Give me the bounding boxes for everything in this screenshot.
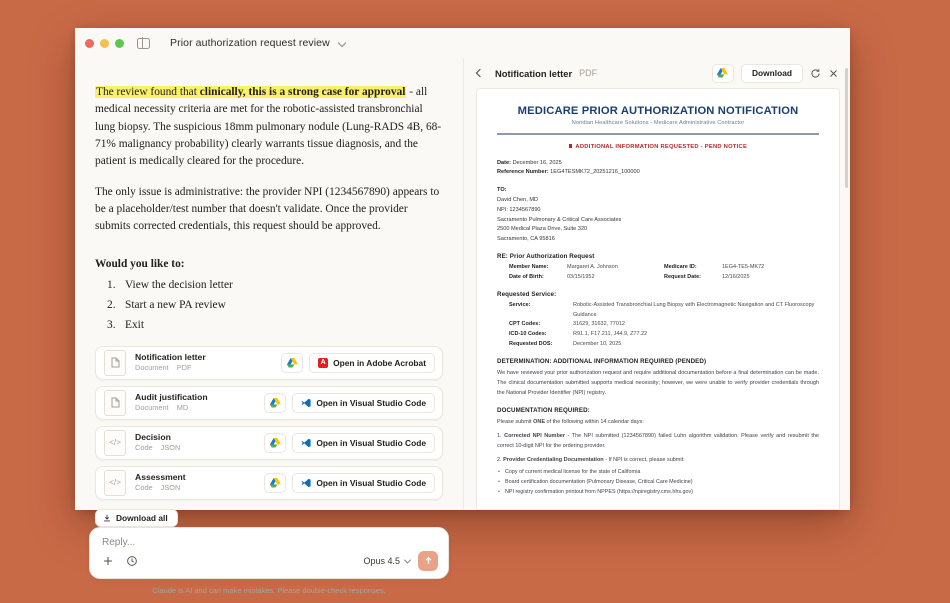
artifact-kind: Code bbox=[135, 442, 153, 452]
bullet-item: • Board certification documentation (Pulmonary Disease, Critical Care Medicine) bbox=[497, 477, 819, 487]
documentation-item-2 bbox=[497, 455, 819, 465]
reply-input[interactable]: Reply... bbox=[102, 536, 136, 548]
refresh-icon[interactable] bbox=[810, 68, 821, 79]
artifact-card-assessment[interactable] bbox=[95, 466, 443, 500]
history-icon[interactable] bbox=[126, 555, 138, 567]
google-drive-icon[interactable] bbox=[264, 433, 286, 453]
request-date-label: Request Date: bbox=[664, 273, 701, 280]
artifact-name: Assessment bbox=[135, 471, 186, 482]
artifact-name: Decision bbox=[135, 431, 171, 442]
documentation-required-block bbox=[497, 407, 819, 498]
member-name-label: Member Name: bbox=[509, 263, 549, 270]
google-drive-icon[interactable] bbox=[712, 64, 734, 83]
document-icon bbox=[104, 390, 126, 416]
artifact-format: JSON bbox=[160, 442, 181, 452]
open-button-label: Open in Visual Studio Code bbox=[316, 437, 426, 448]
arrow-up-icon bbox=[424, 556, 433, 565]
reference-value: 1EG4TESMK72_20251216_100000 bbox=[550, 169, 640, 176]
preview-file-kind: PDF bbox=[579, 68, 598, 78]
google-drive-icon[interactable] bbox=[264, 473, 286, 493]
artifact-format: MD bbox=[176, 402, 189, 412]
requested-dos-label: Requested DOS: bbox=[509, 341, 553, 348]
item2-text: - If NPI is correct, please submit: bbox=[603, 457, 685, 464]
ai-disclaimer: Claude is AI and can make mistakes. Please double-check responses. bbox=[152, 585, 386, 595]
pdf-scrollbar-thumb[interactable] bbox=[845, 68, 848, 188]
determination-body: We have reviewed your prior authorization request and require additional documentation before a final determination can be made. The clinical documentation submitted supports medical necessity; however, we were unable to verify provider credentials through the National Provider Identifier (NPI) registry. bbox=[497, 370, 819, 397]
bullet-item: • NPI registry confirmation printout from NPPES (https://npiregistry.cms.hhs.gov) bbox=[497, 487, 819, 497]
artifact-kind: Code bbox=[135, 482, 153, 492]
pend-notice-banner bbox=[497, 144, 819, 150]
icd10-codes-label: ICD-10 Codes: bbox=[509, 331, 547, 338]
options-heading: Would you like to: bbox=[95, 257, 185, 270]
artifact-name: Audit justification bbox=[135, 391, 208, 402]
date-value: December 16, 2025 bbox=[512, 159, 562, 166]
recipient-line: Sacramento, CA 95816 bbox=[497, 236, 555, 243]
download-button[interactable]: Download bbox=[741, 64, 803, 83]
requested-service-block bbox=[497, 291, 819, 350]
open-in-vscode-button[interactable] bbox=[292, 393, 435, 413]
recipient-line: Sacramento Pulmonary & Critical Care Associates bbox=[497, 216, 622, 223]
close-window-button[interactable] bbox=[85, 39, 94, 48]
item1-number: 1. bbox=[497, 432, 502, 439]
docs-intro-pre: Please submit bbox=[497, 418, 534, 425]
pdf-scroll-area[interactable] bbox=[464, 88, 850, 510]
toggle-sidebar-icon[interactable] bbox=[137, 38, 150, 49]
cpt-codes-label: CPT Codes: bbox=[509, 321, 541, 328]
download-icon bbox=[103, 514, 111, 522]
composer-container bbox=[75, 527, 463, 603]
determination-heading: DETERMINATION: ADDITIONAL INFORMATION REQUIRED (PENDED) bbox=[497, 358, 707, 366]
documentation-item-1 bbox=[497, 431, 819, 451]
back-icon[interactable] bbox=[475, 69, 483, 77]
artifact-card-audit-justification[interactable] bbox=[95, 386, 443, 420]
document-meta bbox=[497, 159, 819, 179]
option-item-2[interactable]: Start a new PA review bbox=[125, 298, 226, 311]
open-button-label: Open in Visual Studio Code bbox=[316, 477, 426, 488]
pdf-scrollbar[interactable] bbox=[845, 68, 848, 506]
medicare-id-value: 1EG4-TE5-MK72 bbox=[722, 263, 765, 270]
preview-title: Notification letter bbox=[495, 67, 573, 79]
docs-intro-post: of the following within 14 calendar days: bbox=[545, 418, 644, 425]
chat-scroll-area[interactable] bbox=[75, 58, 463, 527]
chevron-down-icon bbox=[404, 556, 411, 563]
close-icon[interactable] bbox=[828, 68, 839, 79]
artifact-name: Notification letter bbox=[135, 351, 206, 362]
google-drive-icon[interactable] bbox=[264, 393, 286, 413]
code-icon: </> bbox=[104, 470, 126, 496]
artifact-card-list bbox=[95, 346, 443, 527]
artifact-kind: Document bbox=[135, 362, 169, 372]
code-icon: </> bbox=[104, 430, 126, 456]
conversation-title: Prior authorization request review bbox=[170, 37, 330, 49]
document-title: MEDICARE PRIOR AUTHORIZATION NOTIFICATION bbox=[517, 105, 799, 117]
item2-number: 2. bbox=[497, 457, 502, 464]
request-summary-block bbox=[497, 253, 819, 283]
service-value: Robotic-Assisted Transbronchial Lung Biopsy with Electromagnetic Navigation and CT Fluoroscopy Guidance bbox=[573, 301, 815, 318]
preview-toolbar bbox=[464, 58, 850, 88]
documentation-heading: DOCUMENTATION REQUIRED: bbox=[497, 406, 590, 414]
paragraph1-pre: The review found that bbox=[96, 86, 200, 98]
minimize-window-button[interactable] bbox=[100, 39, 109, 48]
determination-block bbox=[497, 358, 819, 399]
recipient-block bbox=[497, 186, 819, 245]
header-divider bbox=[497, 133, 819, 135]
paragraph1-post: - all medical necessity criteria are met for the robotic-assisted transbronchial lung biopsy. The suspicious 18mm pulmonary nodule (Lung-RADS 4B, 68-71% malignancy probability) clearly warrants tissue diagnosis, and the patient is medically cleared for the procedure. bbox=[95, 86, 442, 168]
artifact-format: JSON bbox=[160, 482, 181, 492]
item2-bold: Provider Credentialing Documentation bbox=[503, 457, 604, 464]
recipient-line: 2500 Medical Plaza Drive, Suite 320 bbox=[497, 226, 588, 233]
artifact-card-notification-letter[interactable] bbox=[95, 346, 443, 380]
item1-bold: Corrected NPI Number bbox=[504, 432, 566, 439]
chat-panel bbox=[75, 58, 463, 595]
model-selector[interactable] bbox=[363, 556, 410, 566]
chevron-down-icon[interactable] bbox=[339, 40, 346, 47]
send-message-button[interactable] bbox=[418, 551, 438, 571]
maximize-window-button[interactable] bbox=[115, 39, 124, 48]
google-drive-icon[interactable] bbox=[281, 353, 303, 373]
adobe-acrobat-icon: A bbox=[318, 358, 328, 368]
requested-dos-value: December 10, 2025 bbox=[573, 341, 622, 348]
artifact-format: PDF bbox=[176, 362, 192, 372]
pdf-page bbox=[476, 88, 840, 510]
member-name-value: Margaret A. Johnson bbox=[567, 263, 618, 270]
open-in-vscode-button[interactable] bbox=[292, 433, 435, 453]
document-subtitle: Noridian Healthcare Solutions - Medicare Administrative Contractor bbox=[571, 120, 745, 126]
document-icon bbox=[104, 350, 126, 376]
recipient-line: NPI: 1234567890 bbox=[497, 206, 541, 213]
re-heading: RE: Prior Authorization Request bbox=[497, 252, 595, 260]
cpt-codes-value: 31629, 31632, 77012 bbox=[573, 321, 625, 328]
download-all-button[interactable] bbox=[95, 509, 178, 527]
options-list bbox=[95, 279, 443, 331]
pend-notice-text: ADDITIONAL INFORMATION REQUESTED - PEND NOTICE bbox=[575, 143, 748, 150]
icd10-codes-value: R91.1, F17.211, J44.9, Z77.22 bbox=[573, 331, 648, 338]
dob-label: Date of Birth: bbox=[509, 273, 544, 280]
date-label: Date: bbox=[497, 159, 511, 166]
assistant-paragraph-2: The only issue is administrative: the provider NPI (1234567890) appears to be a placeholder/test number that doesn't validate. Once the provider submits corrected credentials, this request should be approved. bbox=[95, 185, 440, 233]
vscode-icon bbox=[301, 438, 311, 448]
alert-square-icon bbox=[569, 144, 573, 148]
reference-label: Reference Number: bbox=[497, 169, 549, 176]
artifact-card-decision[interactable] bbox=[95, 426, 443, 460]
open-button-label: Open in Adobe Acrobat bbox=[333, 357, 426, 368]
vscode-icon bbox=[301, 478, 311, 488]
documentation-intro bbox=[497, 417, 819, 427]
item1-text: - The NPI submitted (1234567890) failed Luhn algorithm validation. Please verify and resubmit the correct 10-digit NPI for the ordering provider. bbox=[497, 432, 819, 449]
vscode-icon bbox=[301, 398, 311, 408]
dob-value: 03/15/1952 bbox=[567, 273, 595, 280]
paragraph1-bold: clinically, this is a strong case for approval bbox=[199, 86, 406, 98]
medicare-id-label: Medicare ID: bbox=[664, 263, 697, 270]
artifact-kind: Document bbox=[135, 402, 169, 412]
recipient-line: David Chen, MD bbox=[497, 196, 539, 203]
model-label: Opus 4.5 bbox=[363, 555, 400, 566]
request-date-value: 12/16/2025 bbox=[722, 273, 750, 280]
to-label: TO: bbox=[497, 187, 507, 194]
download-all-label: Download all bbox=[116, 512, 168, 523]
window-controls bbox=[85, 39, 124, 48]
window-titlebar bbox=[75, 28, 850, 58]
bullet-item: • Copy of current medical license for the state of California bbox=[497, 467, 819, 477]
documentation-bullets bbox=[497, 467, 819, 497]
option-item-3[interactable]: Exit bbox=[125, 318, 144, 331]
option-item-1[interactable]: View the decision letter bbox=[125, 278, 233, 291]
service-heading: Requested Service: bbox=[497, 290, 557, 298]
assistant-paragraph-1 bbox=[95, 84, 443, 171]
document-preview-panel bbox=[463, 58, 850, 510]
service-label: Service: bbox=[509, 301, 531, 308]
open-in-vscode-button[interactable] bbox=[292, 473, 435, 493]
docs-intro-bold: ONE bbox=[533, 418, 545, 425]
add-attachment-icon[interactable] bbox=[102, 555, 114, 567]
open-in-adobe-acrobat-button[interactable] bbox=[309, 353, 435, 373]
message-composer[interactable] bbox=[89, 527, 449, 579]
open-button-label: Open in Visual Studio Code bbox=[316, 397, 426, 408]
app-window bbox=[75, 28, 850, 595]
